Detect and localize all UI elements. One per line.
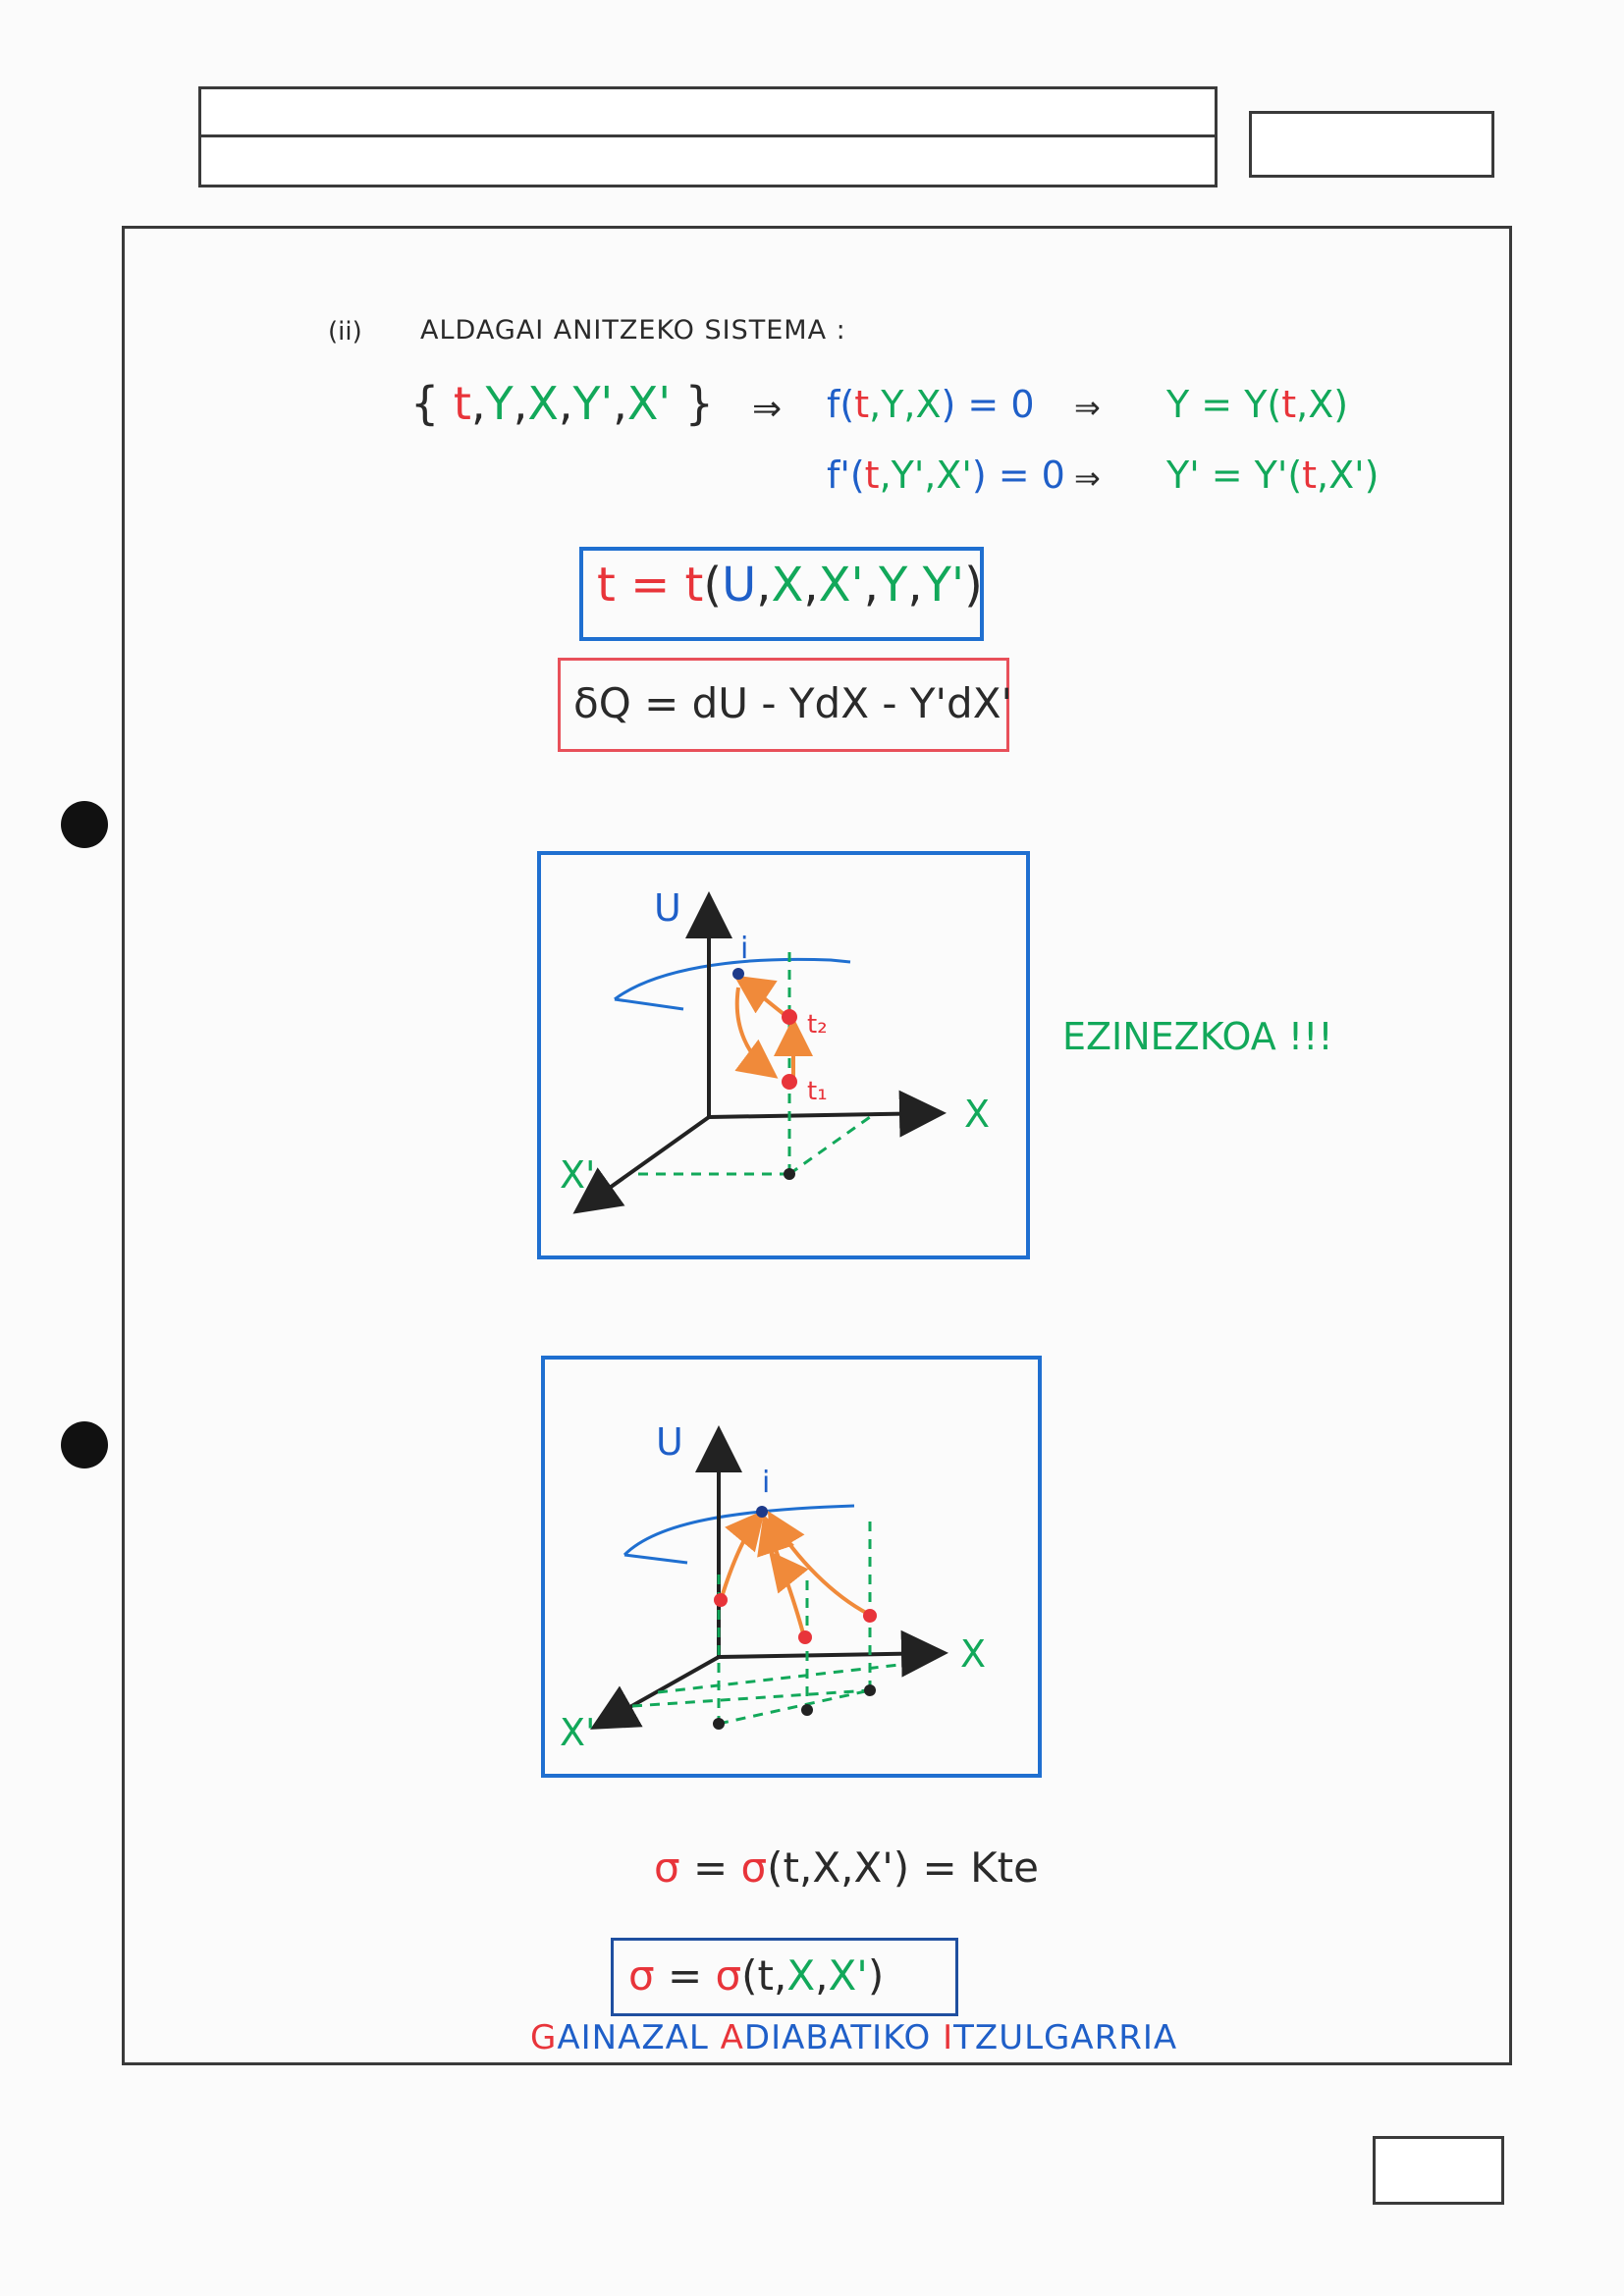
- comma: ,: [803, 558, 819, 613]
- diagram2-base-point-2: [801, 1704, 813, 1716]
- punch-hole-top: [61, 801, 108, 848]
- box-t-open: (: [703, 558, 723, 613]
- comma: ,: [470, 377, 486, 430]
- section-label: (ii): [328, 317, 362, 347]
- caption-initial-g: G: [530, 2018, 558, 2057]
- diagram2-base-point-3: [864, 1684, 876, 1696]
- eq-fp-lhs: f'(: [827, 454, 865, 497]
- diagram1-label-u: U: [654, 886, 681, 930]
- comma: ,: [613, 377, 627, 430]
- caption-initial-a: A: [720, 2018, 744, 2057]
- var-X: X: [527, 377, 559, 430]
- box-sigma-close: ): [867, 1951, 885, 2000]
- sigma-1: σ: [654, 1843, 680, 1892]
- eq-f-result-t: t: [1281, 383, 1297, 426]
- diagram1-label-t1: t₁: [807, 1077, 828, 1106]
- diagram2-dash-h1: [632, 1690, 870, 1706]
- eq-fp-t: t: [864, 454, 880, 497]
- implies-arrow-main: ⇒: [752, 389, 783, 429]
- box-t-U: U: [722, 558, 757, 613]
- punch-hole-bottom: [61, 1421, 108, 1468]
- comma: ,: [756, 558, 772, 613]
- box-t-Y: Y: [879, 558, 908, 613]
- eq-f-vars: ,Y,X: [869, 383, 942, 426]
- box-t-lhs: t = t: [597, 558, 704, 613]
- diagram2-base-point-1: [713, 1718, 725, 1730]
- brace-close: }: [684, 377, 714, 430]
- impossible-label: EZINEZKOA !!!: [1062, 1015, 1333, 1058]
- box-sigma-X: X: [786, 1951, 816, 2000]
- caption-word-1: AINAZAL: [557, 2018, 721, 2057]
- diagram1-frame: [539, 853, 1028, 1257]
- diagram2-point-a: [714, 1593, 728, 1607]
- header-title-box-2: [198, 134, 1218, 187]
- eq-fp-vars: ,Y',X': [879, 454, 972, 497]
- diagram1-base-point: [784, 1168, 795, 1180]
- diagram2-path-4: [774, 1557, 789, 1576]
- implies-arrow-f: ⇒: [1074, 389, 1101, 426]
- diagram1-surface: [615, 959, 850, 999]
- diagram2-point-b: [798, 1630, 812, 1644]
- box-sigma-2: σ: [715, 1951, 742, 2000]
- diagram2-label-x: X: [960, 1632, 987, 1676]
- eq-fp-result-rhs: ,X'): [1317, 454, 1380, 497]
- diagram2-x-axis: [719, 1653, 941, 1657]
- equation-sigma: [654, 1843, 1039, 1892]
- section-title: ALDAGAI ANITZEKO SISTEMA :: [420, 315, 846, 346]
- var-Y: Y: [485, 377, 514, 430]
- diagram2-path-1: [723, 1516, 760, 1594]
- comma: ,: [863, 558, 880, 613]
- diagram1-x-axis: [709, 1113, 939, 1117]
- equation-fp-result: [1166, 454, 1379, 497]
- var-Xp: X': [626, 377, 671, 430]
- diagram1-surface-base: [615, 999, 683, 1009]
- eq-fp-rhs: ) = 0: [971, 454, 1065, 497]
- comma: ,: [558, 377, 573, 430]
- caption-word-2: DIABATIKO: [743, 2018, 944, 2057]
- implies-arrow-fp: ⇒: [1074, 459, 1101, 497]
- equation-f: [827, 383, 1035, 426]
- diagram1-point-i: [732, 968, 744, 980]
- diagram2-label-xp: X': [560, 1711, 596, 1754]
- box-t-text: [597, 558, 983, 613]
- comma: ,: [907, 558, 923, 613]
- eq-fp-result-lhs: Y' = Y'(: [1166, 454, 1303, 497]
- brace-open: {: [410, 377, 440, 430]
- page-number-box: [1373, 2136, 1504, 2205]
- eq-f-rhs: ) = 0: [941, 383, 1035, 426]
- diagram1-label-t2: t₂: [807, 1010, 828, 1040]
- caption-initial-i: I: [943, 2018, 954, 2057]
- diagram1-xp-axis: [579, 1117, 709, 1209]
- diagram2-path-3: [772, 1518, 868, 1614]
- footer-caption: [530, 2018, 1177, 2057]
- diagram2-label-u: U: [656, 1420, 683, 1464]
- comma: ,: [513, 377, 528, 430]
- diagram1-label-xp: X': [560, 1153, 596, 1197]
- header-right-box: [1249, 111, 1494, 178]
- eq-f-result-lhs: Y = Y(: [1166, 383, 1282, 426]
- eq-f-t: t: [854, 383, 870, 426]
- box-sigma-text: [628, 1951, 884, 2000]
- box-t-Yp: Y': [922, 558, 965, 613]
- diagram1-label-i: i: [740, 932, 749, 966]
- diagram1-dash-to-x: [789, 1117, 870, 1174]
- diagram1-point-t1: [782, 1074, 797, 1090]
- header-title-box-1: [198, 86, 1218, 137]
- diagram2-surface-base: [624, 1555, 687, 1563]
- diagram1-path-up: [740, 980, 787, 1017]
- diagram2-point-i: [756, 1506, 768, 1518]
- box-sigma-Xp: X': [828, 1951, 868, 2000]
- eq-f-result-rhs: ,X): [1296, 383, 1349, 426]
- box-t-Xp: X': [818, 558, 864, 613]
- eq-fp-result-t: t: [1302, 454, 1318, 497]
- diagram2-label-i: i: [762, 1466, 771, 1500]
- box-sigma-1: σ: [628, 1951, 655, 2000]
- box-sigma-open: (t,: [741, 1951, 787, 2000]
- box-t-close: ): [964, 558, 983, 613]
- box-dq-text: δQ = dU - YdX - Y'dX': [573, 679, 1013, 727]
- sigma-rest: (t,X,X') = Kte: [767, 1843, 1039, 1892]
- var-t: t: [453, 377, 471, 430]
- equation-fp: [827, 454, 1065, 497]
- sigma-2: σ: [740, 1843, 768, 1892]
- box-sigma-eq: =: [654, 1951, 716, 2000]
- caption-word-3: TZULGARRIA: [953, 2018, 1178, 2057]
- diagram2-point-c: [863, 1609, 877, 1623]
- box-t-X: X: [771, 558, 804, 613]
- diagram-impossible-path: [536, 850, 1031, 1260]
- eq-f-lhs: f(: [827, 383, 855, 426]
- comma: ,: [815, 1951, 829, 2000]
- var-Yp: Y': [572, 377, 614, 430]
- sigma-eq: =: [679, 1843, 741, 1892]
- equation-f-result: [1166, 383, 1348, 426]
- diagram1-label-x: X: [964, 1093, 991, 1136]
- variable-set: [410, 377, 714, 430]
- diagram1-point-t2: [782, 1009, 797, 1025]
- diagram-reversible-adiabats: [540, 1355, 1043, 1779]
